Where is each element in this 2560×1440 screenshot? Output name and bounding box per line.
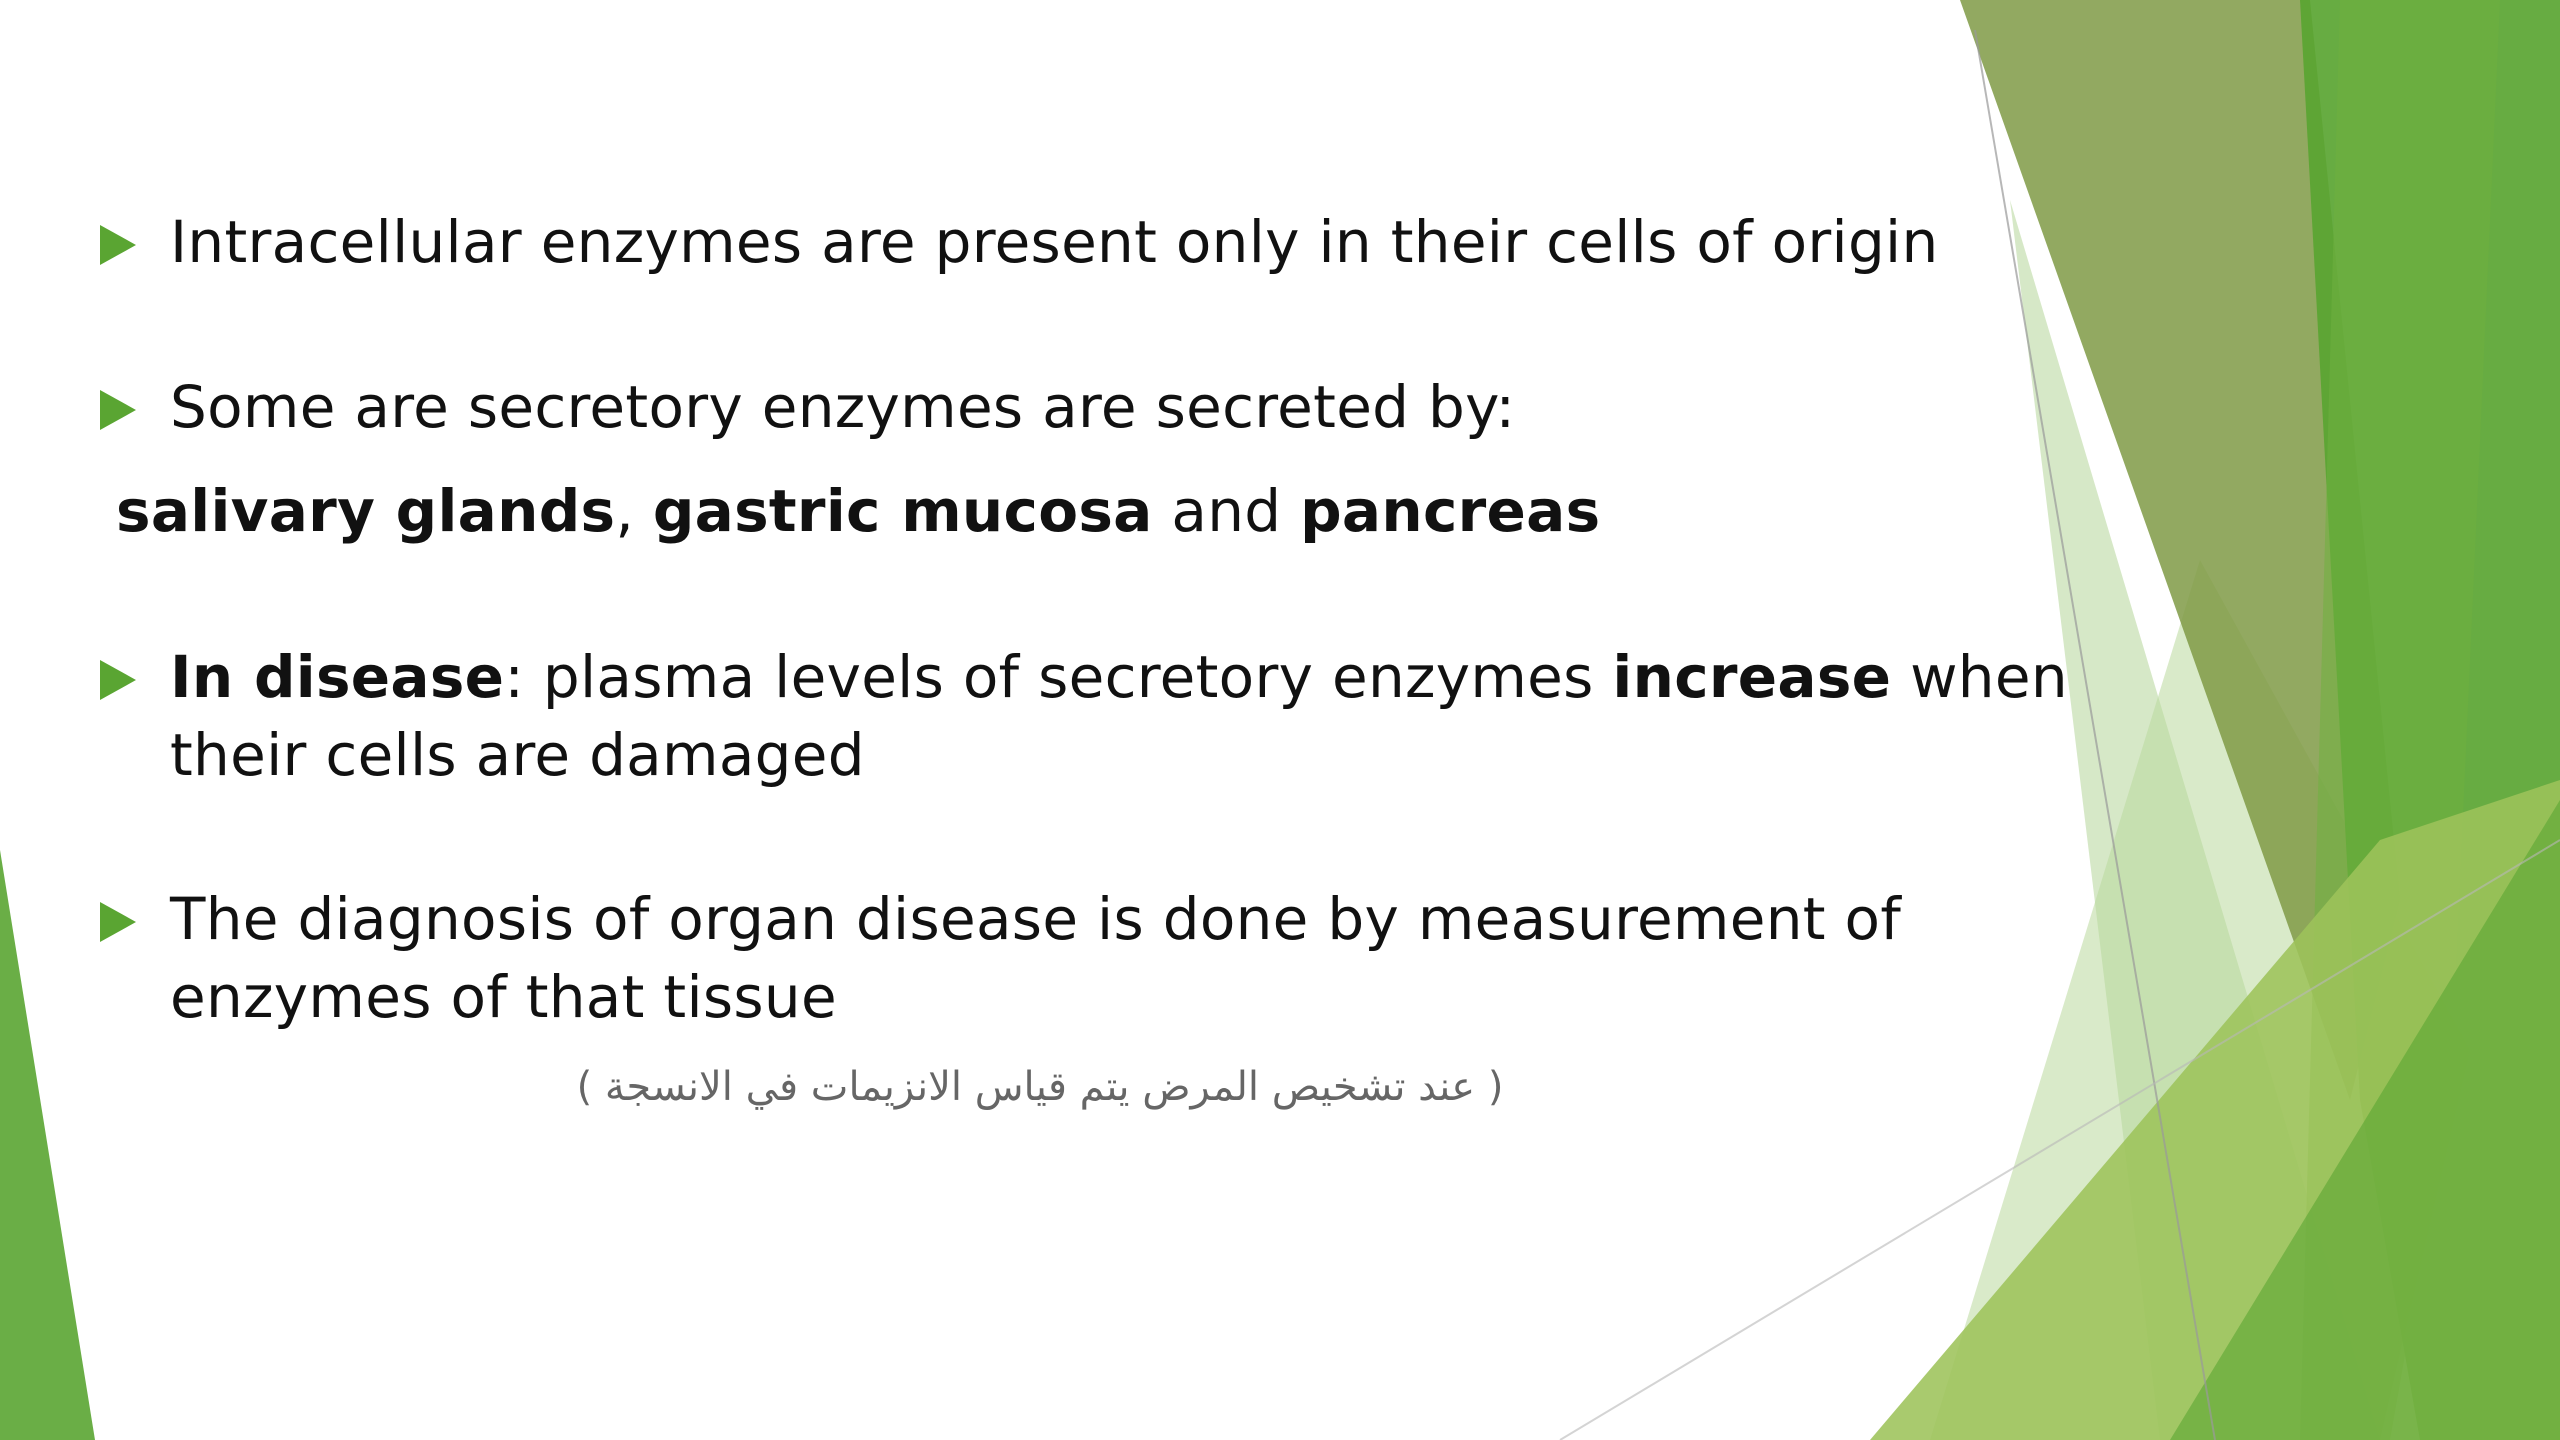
secreted-by-line [116,472,1600,550]
bullet-disease [100,638,2068,794]
bullet-diagnosis [100,880,1901,1036]
gastric-mucosa-text: gastric mucosa [652,477,1153,545]
bullet-triangle-icon [100,390,136,430]
separator-and: and [1152,477,1301,545]
bullet-triangle-icon [100,225,136,265]
plasma-levels-text: : plasma levels of secretory enzymes [504,643,1613,711]
when-text: when [1891,643,2068,711]
bullet-intracellular [100,203,1939,281]
bullet-triangle-icon [100,902,136,942]
decor-left-green-sliver [0,850,95,1440]
bullet-disease-line-1 [170,638,2068,716]
in-disease-text: In disease [170,643,505,711]
bullet-triangle-icon [100,660,136,700]
arabic-note: ( عند تشخيص المرض يتم قياس الانزيمات في الانسجة ) [576,1064,1504,1110]
increase-text: increase [1612,643,1892,711]
pancreas-text: pancreas [1300,477,1601,545]
bullet-disease-text [170,638,2068,794]
bullet-diagnosis-line-1: The diagnosis of organ disease is done by measurement of [170,885,1902,953]
bullet-diagnosis-line-2: enzymes of that tissue [170,963,837,1031]
separator-comma: , [615,477,653,545]
bullet-secretory-text: Some are secretory enzymes are secreted by: [170,373,1516,441]
bullet-intracellular-text: Intracellular enzymes are present only in their cells of origin [170,208,1939,276]
salivary-glands-text: salivary glands [116,477,616,545]
bullet-disease-line-2: their cells are damaged [170,721,865,789]
bullet-diagnosis-text [170,880,1901,1036]
bullet-secretory [100,368,1515,446]
